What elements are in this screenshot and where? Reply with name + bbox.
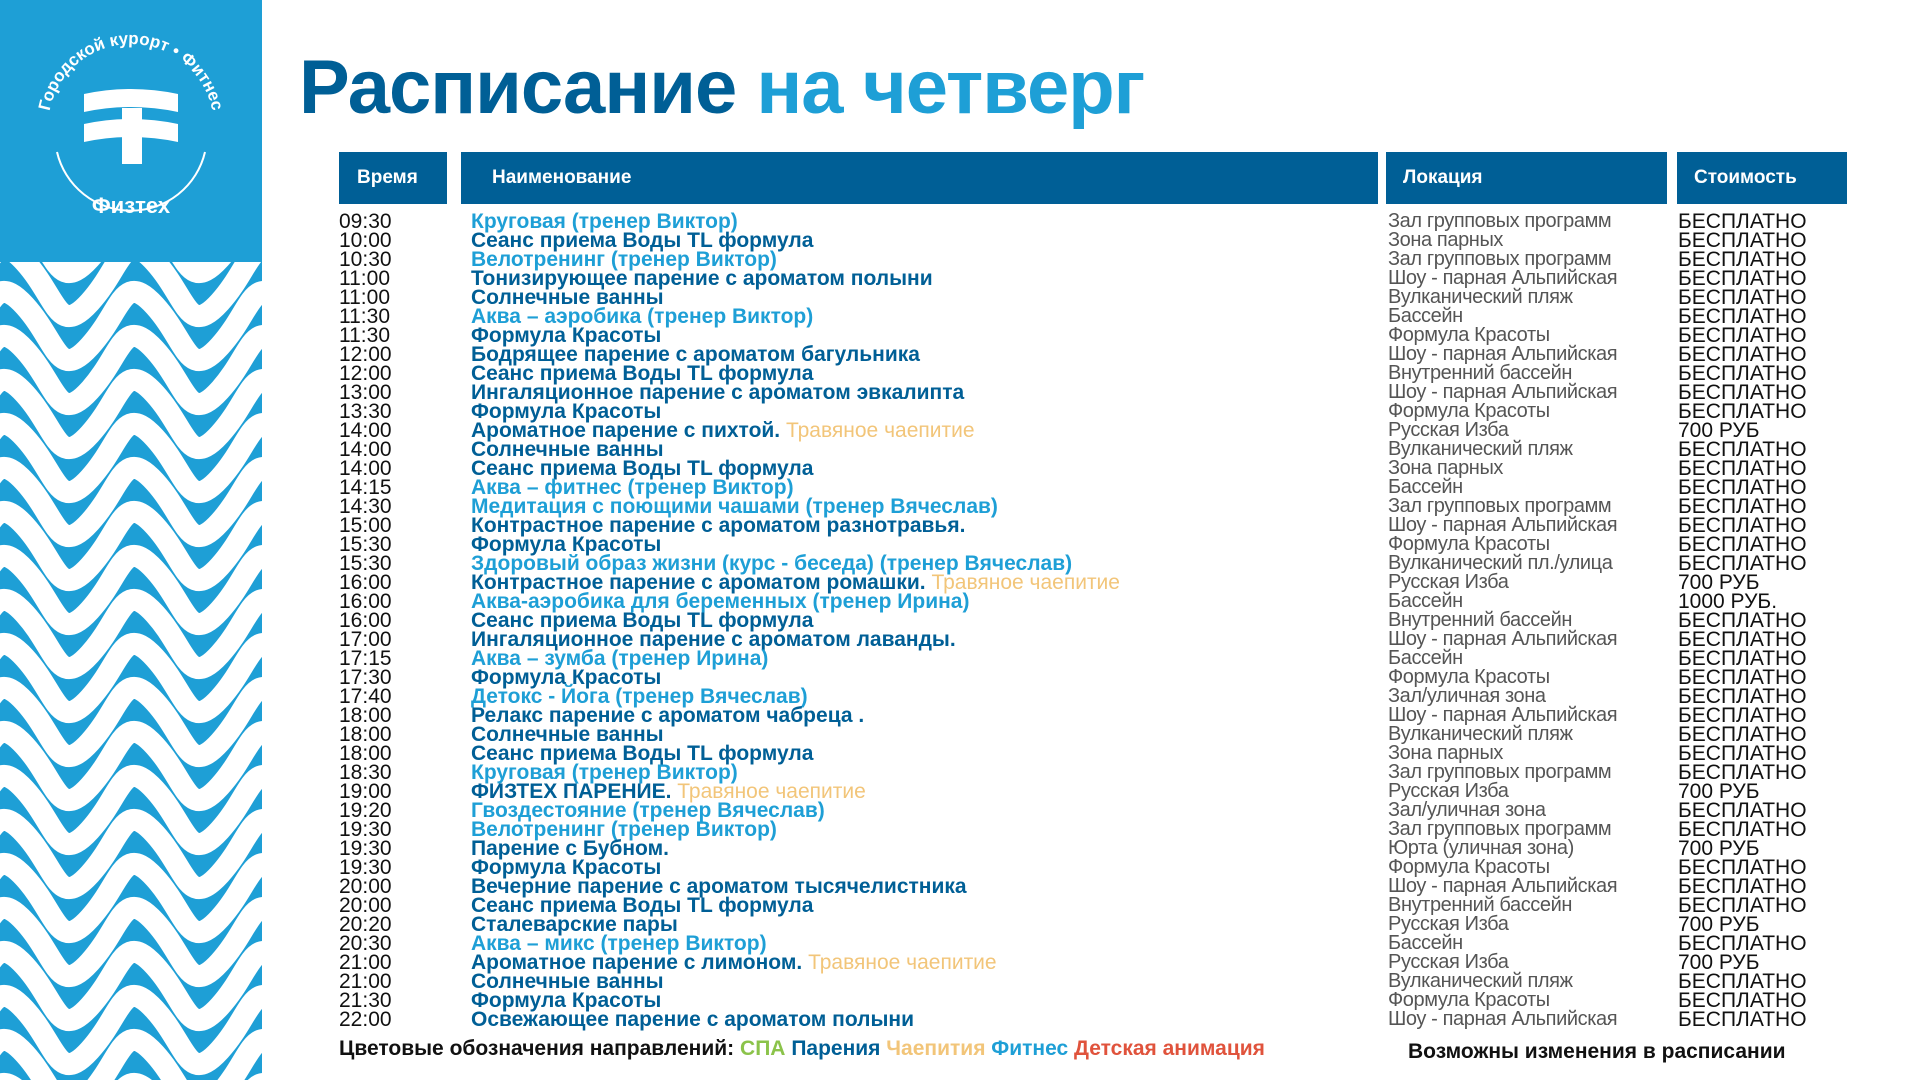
row-name-text: Аква – зумба (тренер Ирина): [471, 647, 769, 670]
row-cost: БЕСПЛАТНО: [1678, 799, 1807, 822]
row-location: Русская Изба: [1388, 780, 1509, 802]
table-row: [0, 801, 1920, 820]
row-time: 19:30: [339, 837, 392, 860]
row-location: Зал/уличная зона: [1388, 799, 1546, 821]
row-name-text: Аква – фитнес (тренер Виктор): [471, 476, 794, 499]
row-name-text: Релакс парение с ароматом чабреца .: [471, 704, 865, 727]
row-name-text: Формула Красоты: [471, 666, 662, 689]
logo-name: Физтех: [91, 193, 171, 218]
row-cost: БЕСПЛАТНО: [1678, 685, 1807, 708]
row-cost: БЕСПЛАТНО: [1678, 932, 1807, 955]
row-location: Бассейн: [1388, 305, 1463, 327]
row-location: Зона парных: [1388, 229, 1504, 251]
row-name-text: Солнечные ванны: [471, 970, 664, 993]
row-name-text: Солнечные ванны: [471, 438, 664, 461]
row-location: Русская Изба: [1388, 913, 1509, 935]
row-time: 20:30: [339, 932, 392, 955]
row-name-text: Сеанс приема Воды TL формула: [471, 362, 814, 385]
row-name-text: Тонизирующее парение с ароматом полыни: [471, 267, 933, 290]
row-cost: БЕСПЛАТНО: [1678, 552, 1807, 575]
row-time: 15:30: [339, 533, 392, 556]
table-row: [0, 440, 1920, 459]
legend-label: Цветовые обозначения направлений:: [339, 1037, 735, 1060]
row-location: Зал групповых программ: [1388, 818, 1612, 840]
row-location: Внутренний бассейн: [1388, 362, 1573, 384]
row-cost: БЕСПЛАТНО: [1678, 666, 1807, 689]
row-time: 21:00: [339, 970, 392, 993]
row-time: 10:00: [339, 229, 392, 252]
table-row: [0, 630, 1920, 649]
row-time: 10:30: [339, 248, 392, 271]
row-cost: БЕСПЛАТНО: [1678, 856, 1807, 879]
row-cost: БЕСПЛАТНО: [1678, 533, 1807, 556]
row-location: Русская Изба: [1388, 419, 1509, 441]
row-location: Русская Изба: [1388, 571, 1509, 593]
row-name-text: Солнечные ванны: [471, 723, 664, 746]
table-row: [0, 782, 1920, 801]
row-location: Формула Красоты: [1388, 324, 1550, 346]
row-time: 18:00: [339, 704, 392, 727]
table-row: [0, 250, 1920, 269]
row-location: Шоу - парная Альпийская: [1388, 514, 1618, 536]
row-location: Зал групповых программ: [1388, 761, 1612, 783]
table-row: [0, 839, 1920, 858]
table-row: [0, 744, 1920, 763]
table-row: [0, 953, 1920, 972]
table-row: [0, 820, 1920, 839]
row-cost: БЕСПЛАТНО: [1678, 609, 1807, 632]
row-cost: БЕСПЛАТНО: [1678, 457, 1807, 480]
row-time: 14:15: [339, 476, 392, 499]
row-location: Шоу - парная Альпийская: [1388, 628, 1618, 650]
row-cost: БЕСПЛАТНО: [1678, 286, 1807, 309]
row-cost: БЕСПЛАТНО: [1678, 438, 1807, 461]
row-name-text: Формула Красоты: [471, 856, 662, 879]
row-name: [471, 1010, 914, 1029]
row-time: 11:00: [339, 267, 390, 290]
table-row: [0, 991, 1920, 1010]
row-cost: БЕСПЛАТНО: [1678, 894, 1807, 917]
row-name-text: Гвоздестояние (тренер Вячеслав): [471, 799, 825, 822]
schedule-table: [0, 212, 1920, 1029]
table-row: [0, 668, 1920, 687]
row-location: Бассейн: [1388, 932, 1463, 954]
header-time: Время: [339, 152, 447, 204]
row-time: 13:00: [339, 381, 392, 404]
row-cost: БЕСПЛАТНО: [1678, 381, 1807, 404]
row-time: 20:00: [339, 894, 392, 917]
row-name-text: Велотренинг (тренер Виктор): [471, 818, 777, 841]
row-cost: БЕСПЛАТНО: [1678, 343, 1807, 366]
row-name-text: Сеанс приема Воды TL формула: [471, 742, 814, 765]
row-location: Шоу - парная Альпийская: [1388, 875, 1618, 897]
row-location: Шоу - парная Альпийская: [1388, 267, 1618, 289]
legend-spa: СПА: [740, 1037, 786, 1060]
row-name-text: Аква-аэробика для беременных (тренер Ирина): [471, 590, 970, 613]
legend-fitness: Фитнес: [991, 1037, 1069, 1060]
row-location: Шоу - парная Альпийская: [1388, 704, 1618, 726]
row-location: Формула Красоты: [1388, 400, 1550, 422]
row-location: Шоу - парная Альпийская: [1388, 381, 1618, 403]
row-cost: 700 РУБ: [1678, 780, 1760, 803]
table-row: [0, 383, 1920, 402]
row-location: Русская Изба: [1388, 951, 1509, 973]
row-cost: БЕСПЛАТНО: [1678, 324, 1807, 347]
table-row: [0, 611, 1920, 630]
row-time: 21:00: [339, 951, 392, 974]
row-time: 18:30: [339, 761, 392, 784]
row-cost: БЕСПЛАТНО: [1678, 476, 1807, 499]
table-row: [0, 725, 1920, 744]
row-time: 11:00: [339, 286, 390, 309]
row-name-text: Контрастное парение с ароматом ромашки.: [471, 571, 926, 594]
row-location: Зона парных: [1388, 457, 1504, 479]
table-row: [0, 972, 1920, 991]
row-location: Внутренний бассейн: [1388, 894, 1573, 916]
row-name-text: Ингаляционное парение с ароматом эвкалипта: [471, 381, 965, 404]
row-time: 20:20: [339, 913, 392, 936]
row-cost: БЕСПЛАТНО: [1678, 305, 1807, 328]
row-location: Зал групповых программ: [1388, 210, 1612, 232]
row-location: Вулканический пляж: [1388, 723, 1573, 745]
row-cost: БЕСПЛАТНО: [1678, 875, 1807, 898]
table-row: [0, 421, 1920, 440]
row-location: Зал групповых программ: [1388, 248, 1612, 270]
row-name-text: Ароматное парение с пихтой.: [471, 419, 781, 442]
title-part1: Расписание: [299, 45, 737, 130]
table-row: [0, 326, 1920, 345]
logo-arc-text: Городской курорт • Фитнес: [34, 28, 228, 113]
row-cost: 700 РУБ: [1678, 571, 1760, 594]
row-time: 18:00: [339, 723, 392, 746]
row-time: 14:00: [339, 438, 392, 461]
table-row: [0, 915, 1920, 934]
row-time: 11:30: [339, 305, 390, 328]
row-name-text: Сеанс приема Воды TL формула: [471, 609, 814, 632]
row-cost: БЕСПЛАТНО: [1678, 647, 1807, 670]
row-cost: БЕСПЛАТНО: [1678, 514, 1807, 537]
row-location: Формула Красоты: [1388, 989, 1550, 1011]
row-name-text: Формула Красоты: [471, 989, 662, 1012]
row-location: Вулканический пл./улица: [1388, 552, 1613, 574]
table-row: [0, 706, 1920, 725]
row-time: 17:15: [339, 647, 392, 670]
row-name-text: Формула Красоты: [471, 324, 662, 347]
row-location: Шоу - парная Альпийская: [1388, 343, 1618, 365]
row-cost: БЕСПЛАТНО: [1678, 704, 1807, 727]
row-location: Внутренний бассейн: [1388, 609, 1573, 631]
row-location: Шоу - парная Альпийская: [1388, 1008, 1618, 1030]
row-location: Зал/уличная зона: [1388, 685, 1546, 707]
table-row: [0, 231, 1920, 250]
row-location: Зона парных: [1388, 742, 1504, 764]
row-cost: БЕСПЛАТНО: [1678, 1008, 1807, 1031]
row-location: Вулканический пляж: [1388, 438, 1573, 460]
row-cost: БЕСПЛАТНО: [1678, 989, 1807, 1012]
legend-kids: Детская анимация: [1074, 1037, 1265, 1060]
row-time: 17:30: [339, 666, 392, 689]
row-name-text: Солнечные ванны: [471, 286, 664, 309]
row-cost: БЕСПЛАТНО: [1678, 400, 1807, 423]
row-name-text: Здоровый образ жизни (курс - беседа) (тренер Вячеслав): [471, 552, 1073, 575]
row-time: 14:30: [339, 495, 392, 518]
row-cost: 1000 РУБ.: [1678, 590, 1778, 613]
row-name-text: Круговая (тренер Виктор): [471, 210, 738, 233]
row-location: Вулканический пляж: [1388, 970, 1573, 992]
row-name-text: Формула Красоты: [471, 400, 662, 423]
table-row: [0, 516, 1920, 535]
row-cost: БЕСПЛАТНО: [1678, 761, 1807, 784]
row-name-text: Вечерние парение с ароматом тысячелистника: [471, 875, 967, 898]
logo-mark-stem: [122, 108, 142, 164]
row-location: Бассейн: [1388, 476, 1463, 498]
table-row: [0, 269, 1920, 288]
table-row: [0, 592, 1920, 611]
row-name-text: Контрастное парение с ароматом разнотравья.: [471, 514, 966, 537]
row-time: 17:00: [339, 628, 392, 651]
row-cost: БЕСПЛАТНО: [1678, 362, 1807, 385]
row-cost: 700 РУБ: [1678, 419, 1760, 442]
row-cost: 700 РУБ: [1678, 951, 1760, 974]
row-location: Бассейн: [1388, 647, 1463, 669]
table-row: [0, 896, 1920, 915]
header-cost: Стоимость: [1677, 152, 1847, 204]
row-name-text: Аква – микс (тренер Виктор): [471, 932, 767, 955]
row-time: 15:00: [339, 514, 392, 537]
row-name-text: Освежающее парение с ароматом полыни: [471, 1008, 914, 1031]
row-time: 16:00: [339, 571, 392, 594]
row-time: 16:00: [339, 590, 392, 613]
row-name-text: Ингаляционное парение с ароматом лаванды.: [471, 628, 956, 651]
row-time: 18:00: [339, 742, 392, 765]
table-row: [0, 212, 1920, 231]
row-cost: БЕСПЛАТНО: [1678, 818, 1807, 841]
legend-sauna: Парения: [791, 1037, 881, 1060]
row-cost: БЕСПЛАТНО: [1678, 742, 1807, 765]
row-location: Формула Красоты: [1388, 666, 1550, 688]
row-location: Формула Красоты: [1388, 856, 1550, 878]
row-time: 12:00: [339, 362, 392, 385]
header-location: Локация: [1386, 152, 1667, 204]
row-time: 09:30: [339, 210, 392, 233]
schedule-notice: Возможны изменения в расписании: [1408, 1040, 1786, 1063]
row-name-text: Велотренинг (тренер Виктор): [471, 248, 777, 271]
row-time: 22:00: [339, 1008, 392, 1031]
row-name-text: Детокс - Йога (тренер Вячеслав): [471, 685, 808, 708]
table-row: [0, 1010, 1920, 1029]
row-tea-note: Травяное чаепитие: [677, 780, 866, 803]
row-name-text: Круговая (тренер Виктор): [471, 761, 738, 784]
color-legend: [339, 1036, 1265, 1062]
page-title: [299, 45, 1145, 130]
row-time: 15:30: [339, 552, 392, 575]
row-cost: БЕСПЛАТНО: [1678, 495, 1807, 518]
row-name-text: Сеанс приема Воды TL формула: [471, 457, 814, 480]
row-time: 14:00: [339, 457, 392, 480]
row-name-text: Ароматное парение с лимоном.: [471, 951, 803, 974]
table-row: [0, 877, 1920, 896]
row-tea-note: Травяное чаепитие: [808, 951, 997, 974]
title-part2: на четверг: [756, 45, 1145, 130]
row-time: 14:00: [339, 419, 392, 442]
row-cost: 700 РУБ: [1678, 913, 1760, 936]
row-location: Формула Красоты: [1388, 533, 1550, 555]
row-cost: БЕСПЛАТНО: [1678, 229, 1807, 252]
row-cost: 700 РУБ: [1678, 837, 1760, 860]
row-name-text: Аква – аэробика (тренер Виктор): [471, 305, 814, 328]
row-name-text: Сеанс приема Воды TL формула: [471, 229, 814, 252]
row-time: 19:00: [339, 780, 392, 803]
legend-tea: Чаепития: [886, 1037, 986, 1060]
row-name-text: Медитация с поющими чашами (тренер Вячеслав): [471, 495, 998, 518]
row-cost: БЕСПЛАТНО: [1678, 628, 1807, 651]
row-time: 12:00: [339, 343, 392, 366]
row-name-text: Сталеварские пары: [471, 913, 678, 936]
row-time: 17:40: [339, 685, 392, 708]
row-name-text: ФИЗТЕХ ПАРЕНИЕ.: [471, 780, 672, 803]
header-name: Наименование: [461, 152, 1378, 204]
row-time: 19:30: [339, 818, 392, 841]
row-name-text: Бодрящее парение с ароматом багульника: [471, 343, 920, 366]
row-location: Юрта (уличная зона): [1388, 837, 1574, 859]
row-cost: БЕСПЛАТНО: [1678, 723, 1807, 746]
table-row: [0, 345, 1920, 364]
row-time: 13:30: [339, 400, 392, 423]
row-cost: БЕСПЛАТНО: [1678, 267, 1807, 290]
row-name-text: Парение с Бубном.: [471, 837, 669, 860]
row-time: 19:30: [339, 856, 392, 879]
row-location: Вулканический пляж: [1388, 286, 1573, 308]
row-location: Зал групповых программ: [1388, 495, 1612, 517]
table-row: [0, 687, 1920, 706]
row-time: 19:20: [339, 799, 392, 822]
row-tea-note: Травяное чаепитие: [931, 571, 1120, 594]
table-row: [0, 649, 1920, 668]
row-cost: БЕСПЛАТНО: [1678, 970, 1807, 993]
row-cost: БЕСПЛАТНО: [1678, 248, 1807, 271]
table-row: [0, 763, 1920, 782]
row-time: 21:30: [339, 989, 392, 1012]
table-row: [0, 288, 1920, 307]
row-time: 20:00: [339, 875, 392, 898]
table-row: [0, 307, 1920, 326]
row-location: Бассейн: [1388, 590, 1463, 612]
table-row: [0, 459, 1920, 478]
row-time: 16:00: [339, 609, 392, 632]
row-cost: БЕСПЛАТНО: [1678, 210, 1807, 233]
row-name-text: Формула Красоты: [471, 533, 662, 556]
row-time: 11:30: [339, 324, 390, 347]
row-name-text: Сеанс приема Воды TL формула: [471, 894, 814, 917]
row-tea-note: Травяное чаепитие: [785, 419, 975, 442]
